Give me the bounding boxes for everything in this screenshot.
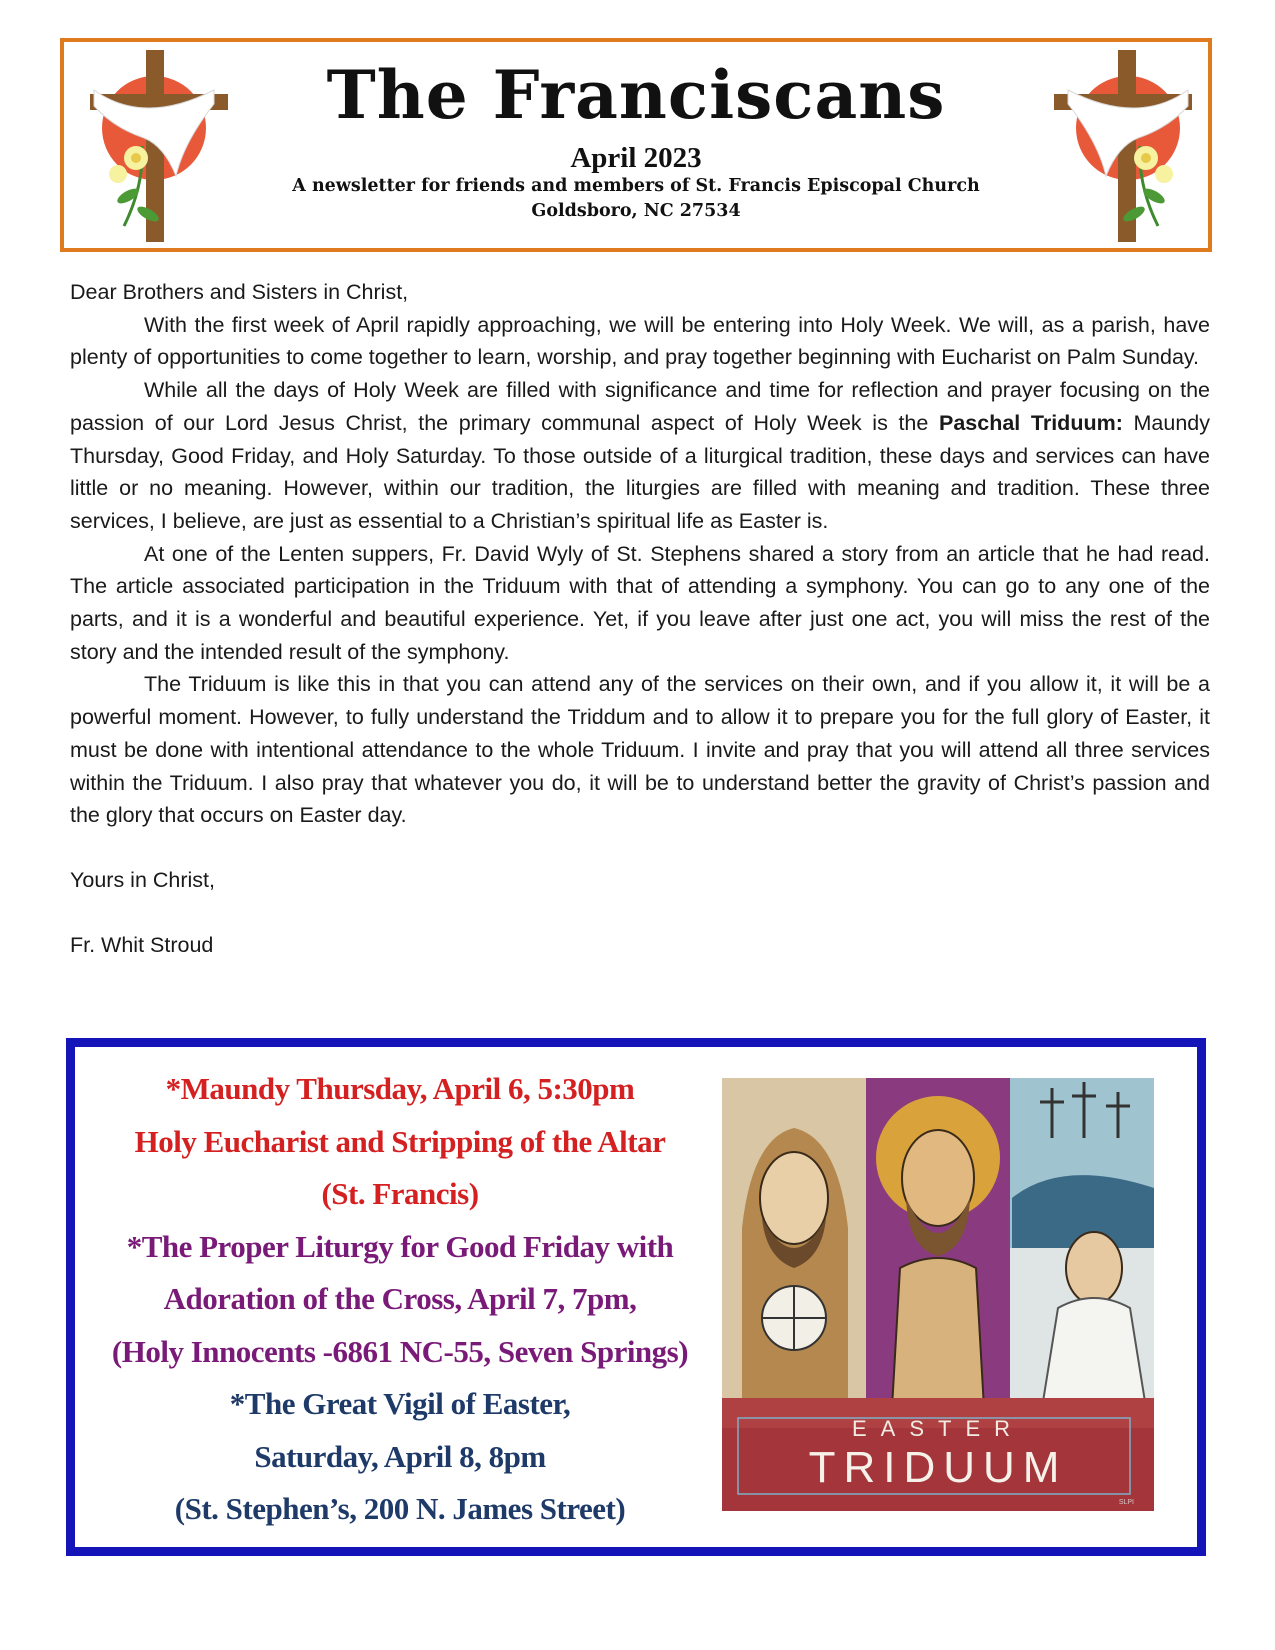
easter-vigil-location: (St. Stephen’s, 200 N. James Street) bbox=[174, 1491, 626, 1526]
maundy-thursday-location: (St. Francis) bbox=[321, 1176, 479, 1211]
schedule-text bbox=[85, 1063, 715, 1536]
paschal-triduum-term: Paschal Triduum: bbox=[938, 410, 1123, 435]
letter-paragraph: At one of the Lenten suppers, Fr. David Wyly of St. Stephens shared a story from an article that he had read. The article associated participation in the Triduum with that of attending a symphony. You can go to any one of the parts, and it is a wonderful and beautiful experience. Yet, if you leave after just one act, you will miss the rest of the story and the intended result of the symphony. bbox=[70, 541, 1210, 664]
newsletter-tagline: A newsletter for friends and members of St. Francis Episcopal Church bbox=[292, 176, 980, 196]
easter-vigil-date: Saturday, April 8, 8pm bbox=[254, 1438, 546, 1474]
letter-salutation: Dear Brothers and Sisters in Christ, bbox=[70, 280, 409, 304]
issue-date: April 2023 bbox=[570, 142, 702, 174]
artwork-credit: SLPI bbox=[1118, 1499, 1134, 1506]
letter-paragraph: The Triduum is like this in that you can attend any of the services on their own, and if you allow it, it will be a powerful moment. However, to fully understand the Triddum and to allow it to prepare you for the full glory of Easter, it must be done with intentional attendance to the whole Triduum. I invite and pray that you will attend all three services within the Triduum. I also pray that whatever you do, it will be to understand better the gravity of Christ’s passion and the glory that occurs on Easter day. bbox=[70, 672, 1210, 828]
maundy-thursday-service: Holy Eucharist and Stripping of the Altar bbox=[134, 1123, 666, 1159]
good-friday-location: (Holy Innocents -6861 NC-55, Seven Springs) bbox=[111, 1333, 689, 1369]
church-location: Goldsboro, NC 27534 bbox=[531, 201, 741, 221]
artwork-bottom-text: TRIDUUM bbox=[808, 1443, 1068, 1492]
newsletter-title: The Franciscans bbox=[326, 56, 946, 134]
holy-week-schedule bbox=[66, 1038, 1206, 1556]
easter-vigil-title: *The Great Vigil of Easter, bbox=[229, 1386, 571, 1421]
good-friday-title: *The Proper Liturgy for Good Friday with bbox=[126, 1228, 674, 1264]
masthead bbox=[60, 38, 1212, 252]
pastor-letter bbox=[70, 276, 1210, 961]
good-friday-service: Adoration of the Cross, April 7, 7pm, bbox=[163, 1281, 637, 1316]
easter-triduum-artwork bbox=[722, 1078, 1154, 1511]
artwork-top-text: EASTER bbox=[851, 1416, 1025, 1441]
letter-paragraph: With the first week of April rapidly approaching, we will be entering into Holy Week. We will, as a parish, have plenty of opportunities to come together to learn, worship, and pray together beginning with Eucharist on Palm Sunday. bbox=[70, 312, 1210, 370]
maundy-thursday-title: *Maundy Thursday, April 6, 5:30pm bbox=[165, 1071, 635, 1106]
letter-paragraph: While all the days of Holy Week are filled with significance and time for reflection and prayer focusing on the passion of our Lord Jesus Christ, the primary communal aspect of Holy Week is the Paschal Triduum: Maundy Thursday, Good Friday, and Holy Saturday. To those outside of a liturgical tradition, these days and services can have little or no meaning. However, within our tradition, the liturgies are filled with meaning and tradition. These three services, I believe, are just as essential to a Christian’s spiritual life as Easter is. bbox=[70, 378, 1211, 533]
letter-signature: Fr. Whit Stroud bbox=[70, 932, 214, 957]
letter-closing: Yours in Christ, bbox=[70, 867, 215, 892]
